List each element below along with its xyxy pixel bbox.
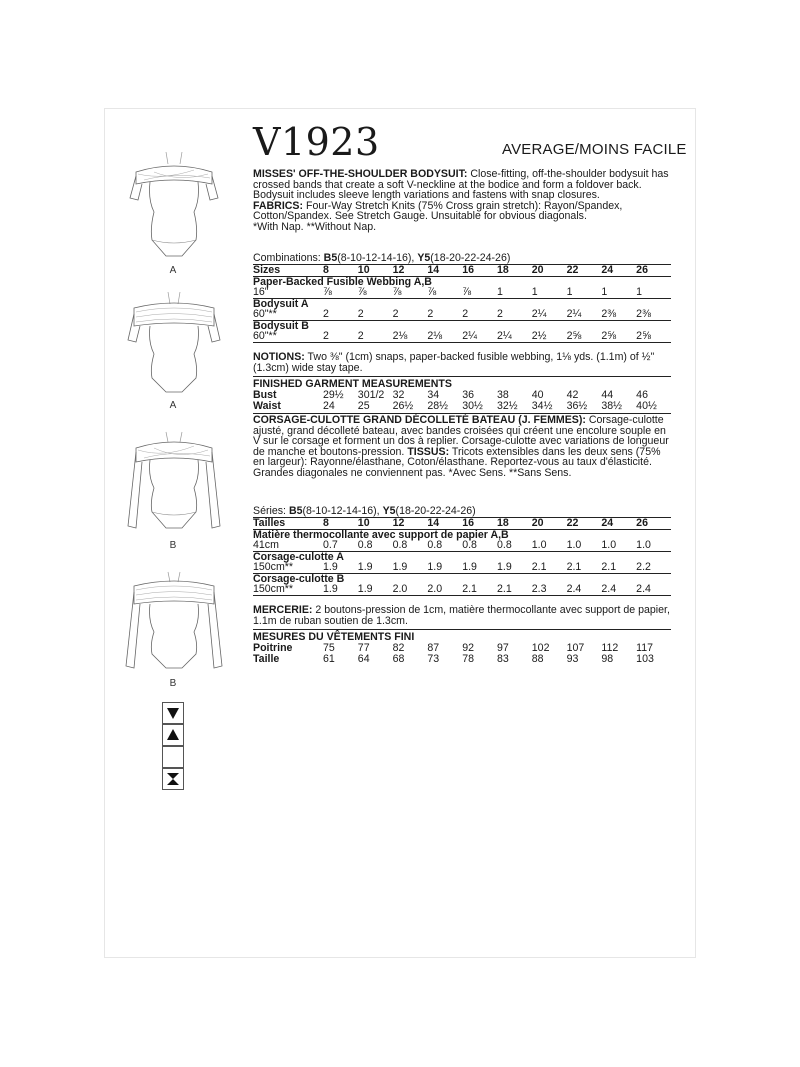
sizes-label: Tailles <box>253 518 323 530</box>
yardage-cell: 2.1 <box>462 583 477 595</box>
fabrics-title: FABRICS: <box>253 199 304 212</box>
measurement-cell: 61 <box>323 652 335 665</box>
size-cell: 16 <box>462 518 497 530</box>
size-cell: 16 <box>462 265 497 277</box>
yardage-cell: 2 <box>496 308 503 320</box>
yardage-cell: 2⅝ <box>566 330 582 342</box>
sizes-row <box>253 518 671 530</box>
measurement-cell: 87 <box>427 642 440 654</box>
size-cell: 14 <box>427 265 462 277</box>
yardage-cell: 2.1 <box>531 561 547 573</box>
measurement-cell: 107 <box>566 642 585 654</box>
pattern-number: V1923 <box>253 120 380 164</box>
divider <box>253 376 671 377</box>
yardage-cell: 1 <box>601 286 608 298</box>
nap-note: *With Nap. **Without Nap. <box>253 220 377 233</box>
measurement-cell: 64 <box>357 652 370 665</box>
measurement-label: Taille <box>253 652 280 665</box>
fabrics-body: Four-Way Stretch Knits (75% Cross grain stretch): Rayon/Spandex, Cotton/Spandex. See Stretch Gauge. Unsuitable for obvious diagonals. <box>253 199 623 222</box>
description-body: Close-fitting, off-the-shoulder bodysuit has crossed bands that create a soft V-neckline at the bodice and form a foldover back. Bodysuit includes sleeve length variations and fastens with snap closures. <box>253 168 669 201</box>
yardage-cell: 1.9 <box>462 561 477 573</box>
yardage-cell: 2.4 <box>636 583 651 595</box>
measurement-cell: 92 <box>462 642 474 654</box>
yardage-row <box>253 540 671 551</box>
measurement-cell: 93 <box>566 652 579 665</box>
french-description: CORSAGE-CULOTTE GRAND DÉCOLLETÉ BATEAU (J. FEMMES): Corsage-culotte ajusté, grand décolleté bateau, avec bandes croisées qui créent une encolure souple en V sur le corsage et forment un dos à replier. Corsage-culotte avec variations de longueur de manche et boutons-pression. TISSUS: Tricots extensibles dans les deux sens (75% en largeur): Rayonne/élasthane, Coton/élasthane. Reportez-vous au taux d'élasticité. Grandes diagonales ne conviennent pas. *Avec Sens. **Sans Sens. <box>253 414 669 479</box>
measurement-cell: 30½ <box>462 399 483 412</box>
triangle-down-icon <box>162 702 184 724</box>
triangle-up-icon <box>162 724 184 746</box>
measurement-cell: 301/2 <box>357 389 385 401</box>
measurement-cell: 40½ <box>636 399 657 412</box>
measurement-cell: 44 <box>601 389 614 401</box>
measurement-label: Bust <box>253 389 277 401</box>
figure-label-a-1: A <box>169 265 177 276</box>
hourglass-icon <box>162 768 184 790</box>
measurement-row <box>253 401 671 412</box>
size-cell: 22 <box>567 518 602 530</box>
size-cell: 8 <box>323 265 358 277</box>
yardage-cell: 2 <box>357 308 364 320</box>
yardage-cell: 1.0 <box>636 539 651 551</box>
measurement-cell: 75 <box>323 642 335 654</box>
measurement-cell: 40 <box>531 389 544 401</box>
finished-measurements-table <box>253 390 671 411</box>
measurement-cell: 26½ <box>392 399 414 412</box>
yardage-cell: 2.2 <box>636 561 651 573</box>
measurement-cell: 25 <box>357 399 370 412</box>
fabric-width: 16" <box>253 286 269 298</box>
measurement-cell: 77 <box>357 642 370 654</box>
measurement-cell: 83 <box>496 652 509 665</box>
yardage-row <box>253 309 671 320</box>
yardage-cell: 2⅛ <box>427 330 443 342</box>
combinations-line: Combinations: B5(8-10-12-14-16), Y5(18-20-22-24-26) <box>253 252 511 264</box>
size-cell: 18 <box>497 265 532 277</box>
yardage-cell: 0.8 <box>392 539 408 551</box>
figure-label-b-2: B <box>169 678 177 689</box>
view-title: Corsage-culotte B <box>253 573 671 584</box>
figure-bodysuit-a-back <box>124 290 224 395</box>
measurement-cell: 117 <box>636 642 654 654</box>
yardage-cell: 1.0 <box>531 539 547 551</box>
difficulty-rating: AVERAGE/MOINS FACILE <box>502 141 687 158</box>
figure-bodysuit-b-back <box>124 570 224 675</box>
size-cell: 8 <box>323 518 358 530</box>
yardage-cell: 2.0 <box>427 583 443 595</box>
size-cell: 18 <box>497 518 532 530</box>
view-title: Bodysuit B <box>253 320 671 331</box>
yardage-cell: 1.9 <box>392 561 408 573</box>
measurement-cell: 102 <box>531 642 550 654</box>
english-yardage-chart <box>253 264 671 343</box>
yardage-cell: 2.1 <box>601 561 617 573</box>
yardage-cell: 2⅛ <box>392 330 408 342</box>
measurement-cell: 68 <box>392 652 405 665</box>
yardage-cell: 2¼ <box>462 330 477 342</box>
french-yardage-chart <box>253 517 671 596</box>
yardage-cell: ⅞ <box>357 286 367 298</box>
size-cell: 24 <box>601 518 636 530</box>
yardage-row <box>253 287 671 298</box>
yardage-cell: 1.9 <box>323 561 338 573</box>
bodysuit-a-front-icon <box>124 150 224 260</box>
yardage-cell: 2⅜ <box>636 308 651 320</box>
yardage-cell: 2.0 <box>392 583 408 595</box>
yardage-row <box>253 331 671 342</box>
mercerie: MERCERIE: 2 boutons-pression de 1cm, matière thermocollante avec support de papier, 1.1m de ruban soutien de 1.3cm. <box>253 604 670 627</box>
measurement-cell: 112 <box>601 642 619 654</box>
size-cell: 24 <box>601 265 636 277</box>
measurement-label: Poitrine <box>253 642 293 654</box>
divider <box>253 629 671 630</box>
figure-label-a-2: A <box>169 400 177 411</box>
measurement-cell: 73 <box>427 652 440 665</box>
measurement-cell: 36½ <box>566 399 588 412</box>
mesures-title: MESURES DU VÊTEMENTS FINI <box>253 631 415 643</box>
bodysuit-a-back-icon <box>124 290 224 395</box>
yardage-cell: 1.9 <box>323 583 338 595</box>
measurement-row <box>253 654 671 665</box>
yardage-cell: 2¼ <box>531 308 547 320</box>
yardage-cell: 2 <box>323 308 329 320</box>
measurement-cell: 98 <box>601 652 614 665</box>
yardage-cell: 1.9 <box>357 561 373 573</box>
measurement-cell: 42 <box>566 389 579 401</box>
size-cell: 12 <box>393 518 428 530</box>
notions: NOTIONS: Two ⅜" (1cm) snaps, paper-backed fusible webbing, 1⅛ yds. (1.1m) of ½" (1.3cm) wide stay tape. <box>253 351 655 374</box>
size-cell: 14 <box>427 518 462 530</box>
yardage-row <box>253 584 671 595</box>
size-cell: 22 <box>567 265 602 277</box>
yardage-cell: 2¼ <box>566 308 582 320</box>
measurement-label: Waist <box>253 399 281 412</box>
yardage-cell: 2 <box>462 308 469 320</box>
fabric-width: 60"** <box>253 308 277 320</box>
measurement-cell: 38½ <box>601 399 622 412</box>
yardage-cell: 1 <box>496 286 503 298</box>
bodysuit-b-back-icon <box>124 570 224 675</box>
view-title: Matière thermocollante avec support de papier A,B <box>253 529 671 540</box>
measurement-cell: 28½ <box>427 399 449 412</box>
measurement-cell: 24 <box>323 399 335 412</box>
size-cell: 20 <box>532 518 567 530</box>
yardage-cell: ⅞ <box>462 286 472 298</box>
yardage-cell: 1.9 <box>496 561 512 573</box>
size-cell: 10 <box>358 518 393 530</box>
measurement-cell: 97 <box>496 642 509 654</box>
yardage-cell: ⅞ <box>323 286 332 298</box>
measurement-cell: 36 <box>462 389 474 401</box>
sizes-label: Sizes <box>253 265 323 277</box>
view-title: Paper-Backed Fusible Webbing A,B <box>253 276 671 287</box>
fabric-width: 41cm <box>253 539 279 551</box>
yardage-cell: 1.9 <box>427 561 443 573</box>
yardage-cell: 2⅝ <box>601 330 617 342</box>
yardage-cell: 0.8 <box>357 539 373 551</box>
measurement-cell: 78 <box>462 652 474 665</box>
measurement-cell: 34 <box>427 389 440 401</box>
series-line: Séries: B5(8-10-12-14-16), Y5(18-20-22-24-26) <box>253 505 476 517</box>
yardage-cell: 0.8 <box>496 539 512 551</box>
yardage-cell: 2.4 <box>601 583 617 595</box>
yardage-cell: 1 <box>531 286 538 298</box>
blank-symbol-box <box>162 746 184 768</box>
yardage-cell: 2.4 <box>566 583 582 595</box>
measurement-cell: 29½ <box>323 389 344 401</box>
yardage-cell: 2½ <box>531 330 547 342</box>
yardage-cell: 0.7 <box>323 539 338 551</box>
figure-bodysuit-a-front <box>124 150 224 260</box>
yardage-cell: 2.3 <box>531 583 547 595</box>
fabric-width: 60"** <box>253 330 277 342</box>
view-title: Bodysuit A <box>253 298 671 309</box>
view-title: Corsage-culotte A <box>253 551 671 562</box>
size-cell: 20 <box>532 265 567 277</box>
measurement-cell: 32 <box>392 389 405 401</box>
measurement-row <box>253 390 671 401</box>
english-description <box>253 169 673 232</box>
yardage-row <box>253 562 671 573</box>
measurement-cell: 82 <box>392 642 405 654</box>
yardage-cell: 2.1 <box>496 583 512 595</box>
bodysuit-b-front-icon <box>124 430 224 540</box>
yardage-cell: 2.1 <box>566 561 582 573</box>
yardage-cell: 1.0 <box>601 539 617 551</box>
measurement-row <box>253 643 671 654</box>
sizes-row <box>253 265 671 277</box>
yardage-cell: 2 <box>357 330 364 342</box>
yardage-cell: 1.0 <box>566 539 582 551</box>
figure-bodysuit-b-front <box>124 430 224 540</box>
yardage-cell: 1 <box>636 286 643 298</box>
yardage-cell: 2 <box>392 308 399 320</box>
yardage-cell: 0.8 <box>427 539 443 551</box>
measurement-cell: 46 <box>636 389 648 401</box>
size-cell: 26 <box>636 265 671 277</box>
yardage-cell: 2⅝ <box>636 330 651 342</box>
yardage-cell: 2 <box>427 308 434 320</box>
measurement-cell: 34½ <box>531 399 553 412</box>
measurement-cell: 103 <box>636 652 654 665</box>
measurement-cell: 88 <box>531 652 544 665</box>
yardage-cell: ⅞ <box>427 286 437 298</box>
yardage-cell: 2⅜ <box>601 308 617 320</box>
size-cell: 12 <box>393 265 428 277</box>
measurement-cell: 32½ <box>496 399 518 412</box>
yardage-cell: 1 <box>566 286 573 298</box>
yardage-cell: ⅞ <box>392 286 402 298</box>
figure-label-b-1: B <box>169 540 177 551</box>
yardage-cell: 0.8 <box>462 539 477 551</box>
mesures-table <box>253 643 671 664</box>
size-cell: 10 <box>358 265 393 277</box>
measurement-cell: 38 <box>496 389 509 401</box>
yardage-cell: 2¼ <box>496 330 512 342</box>
finished-measurements-title: FINISHED GARMENT MEASUREMENTS <box>253 378 452 390</box>
description-title: MISSES' OFF-THE-SHOULDER BODYSUIT: <box>253 168 468 180</box>
size-cell: 26 <box>636 518 671 530</box>
fabric-width: 150cm** <box>253 583 294 595</box>
fabric-width: 150cm** <box>253 561 294 573</box>
yardage-cell: 2 <box>323 330 329 342</box>
yardage-cell: 1.9 <box>357 583 373 595</box>
